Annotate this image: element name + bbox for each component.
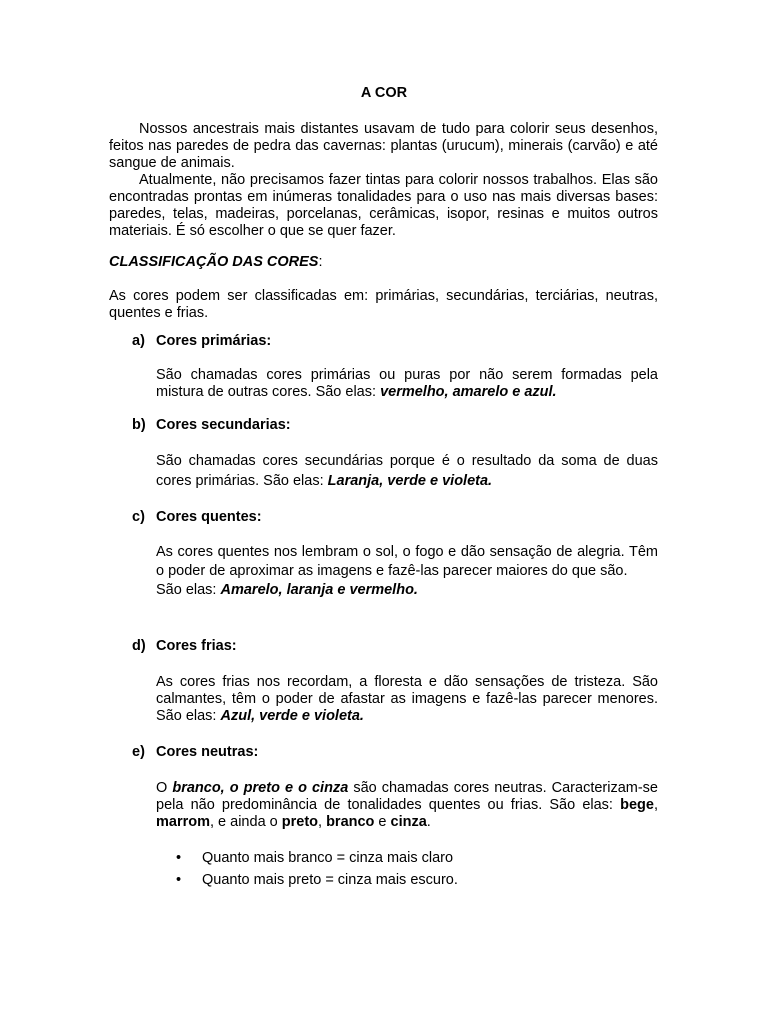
item-body-text: As cores frias nos recordam, a floresta e dão sensações de tristeza. São calmantes, têm o poder de afastar as imagens e fazê-las parecer menores. São elas: [156, 674, 658, 724]
item-body-frias [156, 674, 658, 725]
item-heading-text: Cores primárias: [156, 333, 272, 349]
neutral-cinza: cinza [390, 814, 427, 830]
item-letter: a) [132, 333, 145, 349]
item-body-text: São chamadas cores secundárias porque é o resultado da soma de duas cores primárias. São elas: [156, 453, 658, 489]
item-heading-text: Cores secundarias: [156, 417, 291, 433]
neutral-text: são chamadas cores neutras. Caracterizam-se pela não predominância de tonalidades quentes ou frias. São elas: [156, 780, 658, 813]
bullet-text: Quanto mais branco = cinza mais claro [202, 850, 454, 866]
classification-block [109, 288, 658, 322]
item-heading-neutras [132, 744, 258, 761]
item-body-neutras [156, 780, 658, 831]
neutral-branco: branco [326, 814, 375, 830]
item-heading-secundarias [132, 417, 291, 434]
neutral-preto: preto [281, 814, 318, 830]
item-letter: c) [132, 509, 145, 525]
item-heading-text: Cores neutras: [156, 744, 259, 760]
item-body-quentes [156, 543, 658, 600]
item-heading-frias [132, 638, 237, 655]
item-body-emphasis: Laranja, verde e violeta. [327, 473, 493, 489]
item-body-text: São chamadas cores primárias ou puras por não serem formadas pela mistura de outras cores. São elas: [156, 367, 658, 400]
section-heading [109, 254, 323, 271]
list-item [176, 850, 458, 872]
bullet-icon: • [176, 850, 182, 866]
intro-paragraph-2: Atualmente, não precisamos fazer tintas para colorir nossos trabalhos. Elas são encontradas prontas em inúmeras tonalidades para o uso nas mais diversas bases: paredes, telas, madeiras, porcelanas, cerâmicas, isopor, resinas e muitos outros materiais. É só escolher o que se quer fazer. [109, 172, 658, 239]
intro-block [109, 121, 658, 240]
neutral-end: . [426, 814, 431, 830]
item-heading-quentes [132, 509, 262, 526]
item-letter: e) [132, 744, 145, 760]
item-body-emphasis: Amarelo, laranja e vermelho. [220, 582, 418, 598]
section-heading-colon: : [318, 254, 323, 270]
classification-paragraph: As cores podem ser classificadas em: primárias, secundárias, terciárias, neutras, quentes e frias. [109, 288, 658, 321]
item-heading-primarias [132, 333, 271, 350]
item-body-secundarias [156, 451, 658, 491]
bullet-text: Quanto mais preto = cinza mais escuro. [202, 872, 458, 888]
item-letter: b) [132, 417, 146, 433]
item-body-emphasis: Azul, verde e violeta. [220, 708, 364, 724]
neutral-ainda: , e ainda o [210, 814, 282, 830]
neutral-prefix: O [156, 780, 173, 796]
neutral-emphasis: branco, o preto e o cinza [172, 780, 349, 796]
item-body-text-2: São elas: [156, 582, 221, 598]
item-body-text: As cores quentes nos lembram o sol, o fogo e dão sensação de alegria. Têm o poder de aproximar as imagens e fazê-las parecer maiores do que são. [156, 544, 658, 579]
neutral-sep-2: , [318, 814, 327, 830]
neutral-sep: , [653, 797, 658, 813]
intro-paragraph-1: Nossos ancestrais mais distantes usavam de tudo para colorir seus desenhos, feitos nas paredes de pedra das cavernas: plantas (urucum), minerais (carvão) e até sangue de animais. [109, 121, 658, 171]
item-body-primarias [156, 367, 658, 401]
section-heading-text: CLASSIFICAÇÃO DAS CORES [109, 254, 319, 270]
bullet-list [176, 850, 458, 894]
item-body-emphasis: vermelho, amarelo e azul. [380, 384, 557, 400]
neutral-e: e [374, 814, 391, 830]
item-letter: d) [132, 638, 146, 654]
neutral-bege: bege [620, 797, 654, 813]
page-title: A COR [360, 85, 408, 101]
list-item [176, 872, 458, 894]
item-heading-text: Cores quentes: [156, 509, 262, 525]
bullet-icon: • [176, 872, 182, 888]
item-heading-text: Cores frias: [156, 638, 237, 654]
neutral-marrom: marrom [156, 814, 210, 830]
